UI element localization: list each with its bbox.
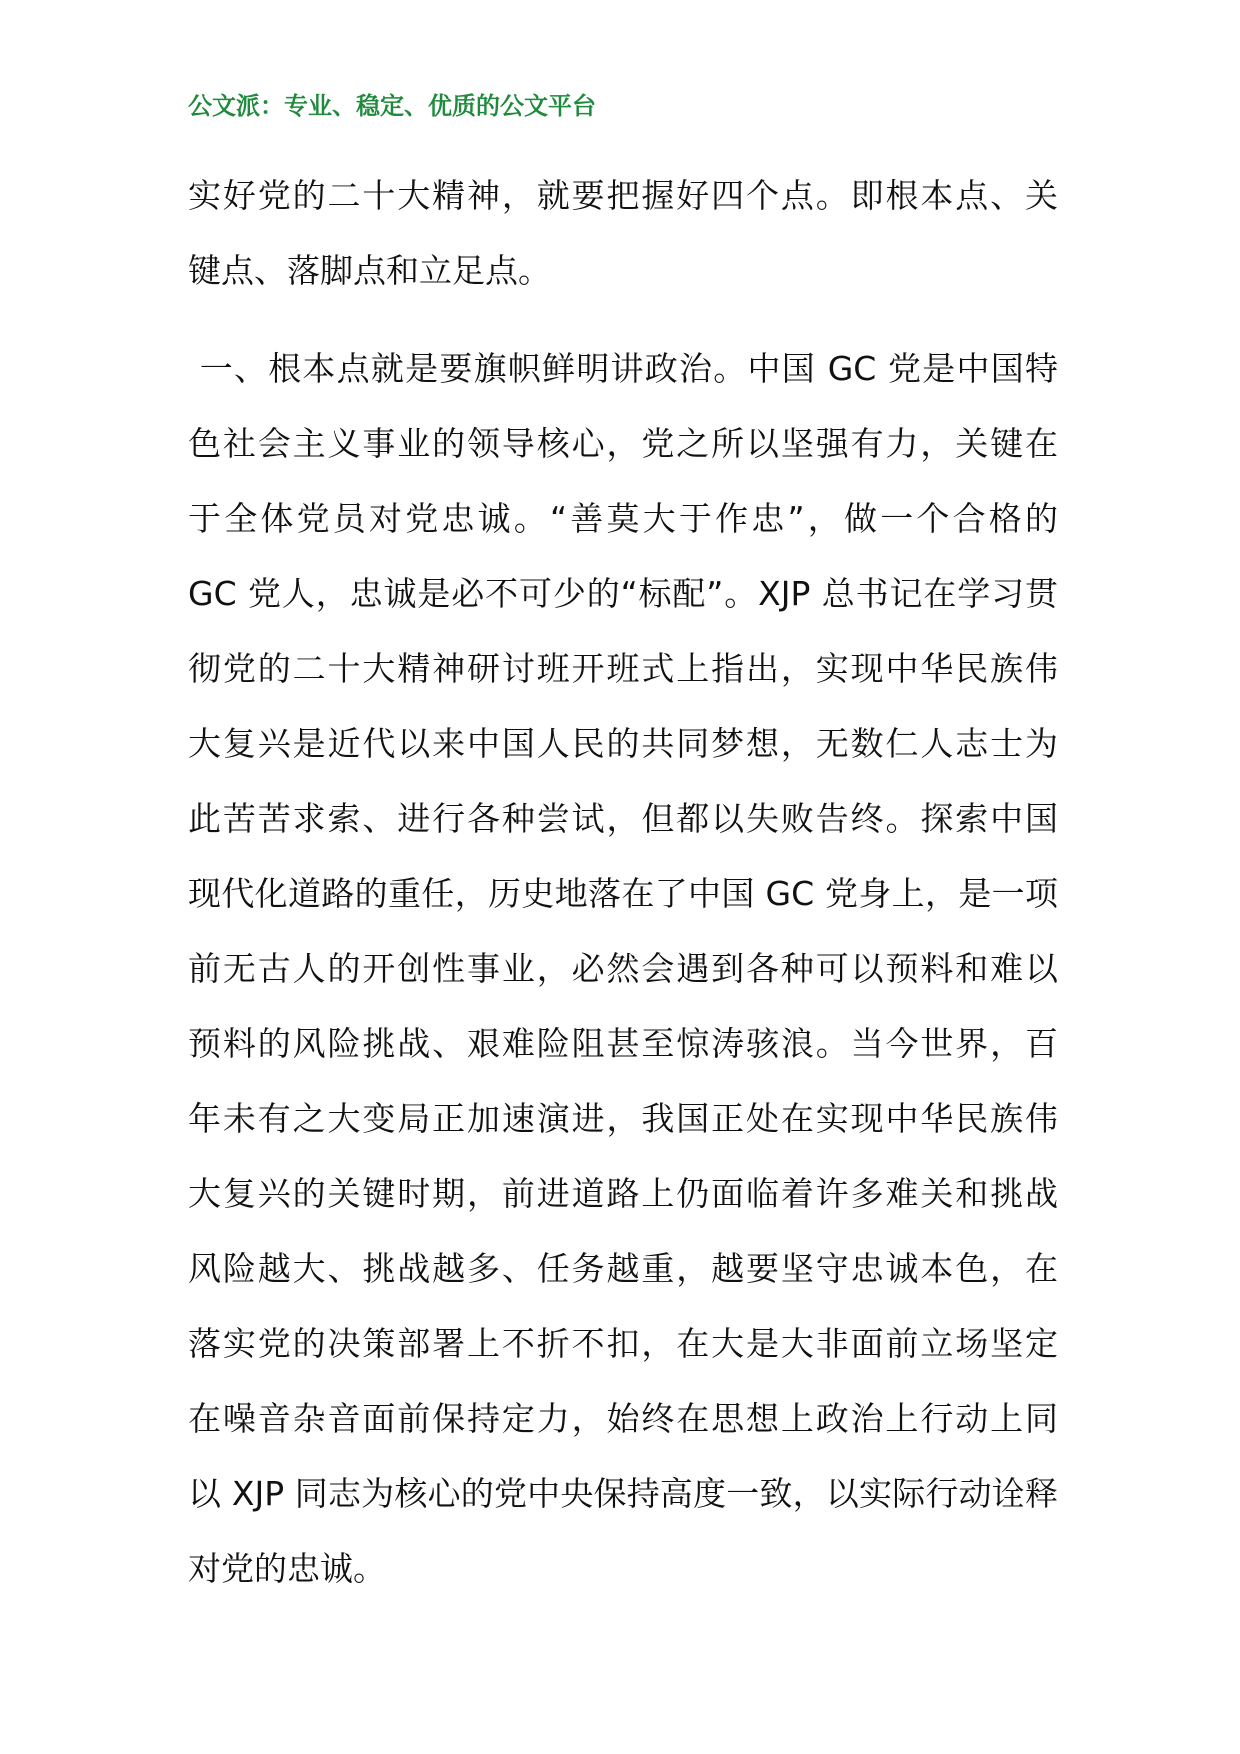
text-line: 实好党的二十大精神，就要把握好四个点。即根本点、关: [188, 176, 1058, 215]
text-line: 键点、落脚点和立足点。: [188, 251, 551, 290]
paragraph-1: [188, 158, 1058, 308]
paragraph-2: [188, 331, 1058, 1606]
text-line: 前无古人的开创性事业，必然会遇到各种可以预料和难以: [188, 949, 1058, 988]
text-line: 现代化道路的重任，历史地落在了中国 GC 党身上，是一项: [188, 874, 1058, 913]
page-header: 公文派：专业、稳定、优质的公文平台: [188, 92, 596, 120]
text-line: 一、根本点就是要旗帜鲜明讲政治。中国 GC 党是中国特: [188, 349, 1058, 388]
text-line: 年未有之大变局正加速演进，我国正处在实现中华民族伟: [188, 1099, 1058, 1138]
text-line: 色社会主义事业的领导核心，党之所以坚强有力，关键在: [188, 424, 1058, 463]
text-line: 此苦苦求索、进行各种尝试，但都以失败告终。探索中国: [188, 799, 1058, 838]
text-line: 于全体党员对党忠诚。“善莫大于作忠”，做一个合格的: [188, 499, 1058, 538]
text-line: 预料的风险挑战、艰难险阻甚至惊涛骇浪。当今世界，百: [188, 1024, 1058, 1063]
text-line: 彻党的二十大精神研讨班开班式上指出，实现中华民族伟: [188, 649, 1058, 688]
text-line: 大复兴是近代以来中国人民的共同梦想，无数仁人志士为: [188, 724, 1058, 763]
text-line: GC 党人，忠诚是必不可少的“标配”。XJP 总书记在学习贯: [188, 574, 1058, 613]
text-line: 对党的忠诚。: [188, 1549, 386, 1588]
text-line: 在噪音杂音面前保持定力，始终在思想上政治上行动上同: [188, 1399, 1058, 1438]
text-line: 落实党的决策部署上不折不扣，在大是大非面前立场坚定: [188, 1324, 1058, 1363]
text-line: 大复兴的关键时期，前进道路上仍面临着许多难关和挑战: [188, 1174, 1058, 1213]
text-line: 以 XJP 同志为核心的党中央保持高度一致，以实际行动诠释: [188, 1474, 1058, 1513]
text-line: 风险越大、挑战越多、任务越重，越要坚守忠诚本色，在: [188, 1249, 1058, 1288]
